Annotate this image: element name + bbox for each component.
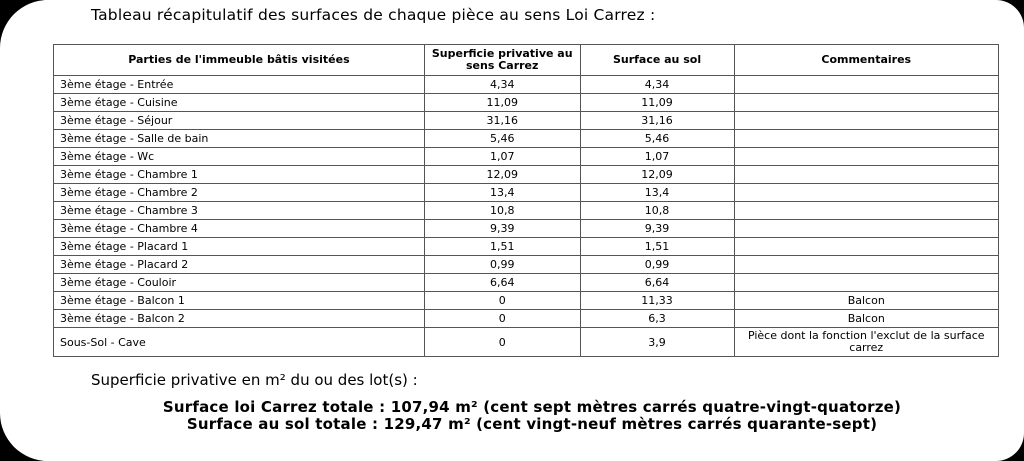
cell-carrez: 0 bbox=[424, 328, 580, 357]
cell-partie: 3ème étage - Balcon 1 bbox=[54, 292, 425, 310]
cell-surface-sol: 1,51 bbox=[580, 238, 734, 256]
cell-partie: 3ème étage - Wc bbox=[54, 148, 425, 166]
cell-commentaire bbox=[734, 220, 999, 238]
cell-carrez: 0,99 bbox=[424, 256, 580, 274]
cell-commentaire bbox=[734, 238, 999, 256]
cell-carrez: 31,16 bbox=[424, 112, 580, 130]
cell-surface-sol: 31,16 bbox=[580, 112, 734, 130]
cell-partie: 3ème étage - Balcon 2 bbox=[54, 310, 425, 328]
cell-surface-sol: 10,8 bbox=[580, 202, 734, 220]
superficie-subtitle: Superficie privative en m² du ou des lot(s) : bbox=[91, 371, 418, 389]
cell-partie: 3ème étage - Cuisine bbox=[54, 94, 425, 112]
table-row bbox=[54, 220, 999, 238]
cell-partie: 3ème étage - Chambre 3 bbox=[54, 202, 425, 220]
cell-partie: 3ème étage - Placard 1 bbox=[54, 238, 425, 256]
cell-commentaire bbox=[734, 148, 999, 166]
cell-carrez: 9,39 bbox=[424, 220, 580, 238]
cell-partie: 3ème étage - Chambre 1 bbox=[54, 166, 425, 184]
cell-carrez: 12,09 bbox=[424, 166, 580, 184]
cell-commentaire bbox=[734, 76, 999, 94]
cell-commentaire: Balcon bbox=[734, 310, 999, 328]
total-carrez: Surface loi Carrez totale : 107,94 m² (cent sept mètres carrés quatre-vingt-quatorze) bbox=[162, 398, 902, 416]
cell-surface-sol: 1,07 bbox=[580, 148, 734, 166]
cell-surface-sol: 6,3 bbox=[580, 310, 734, 328]
table-row bbox=[54, 94, 999, 112]
table-row bbox=[54, 274, 999, 292]
header-parties: Parties de l'immeuble bâtis visitées bbox=[54, 45, 425, 76]
cell-carrez: 11,09 bbox=[424, 94, 580, 112]
cell-surface-sol: 5,46 bbox=[580, 130, 734, 148]
table-row bbox=[54, 148, 999, 166]
cell-surface-sol: 9,39 bbox=[580, 220, 734, 238]
table-header-row bbox=[54, 45, 999, 76]
cell-surface-sol: 4,34 bbox=[580, 76, 734, 94]
cell-surface-sol: 0,99 bbox=[580, 256, 734, 274]
cell-partie: 3ème étage - Chambre 2 bbox=[54, 184, 425, 202]
cell-carrez: 0 bbox=[424, 310, 580, 328]
cell-commentaire bbox=[734, 166, 999, 184]
cell-partie: 3ème étage - Salle de bain bbox=[54, 130, 425, 148]
cell-surface-sol: 13,4 bbox=[580, 184, 734, 202]
cell-surface-sol: 11,09 bbox=[580, 94, 734, 112]
cell-carrez: 1,07 bbox=[424, 148, 580, 166]
cell-carrez: 6,64 bbox=[424, 274, 580, 292]
table-row bbox=[54, 130, 999, 148]
cell-commentaire: Pièce dont la fonction l'exclut de la surface carrez bbox=[734, 328, 999, 357]
cell-surface-sol: 6,64 bbox=[580, 274, 734, 292]
cell-carrez: 1,51 bbox=[424, 238, 580, 256]
header-commentaires: Commentaires bbox=[734, 45, 999, 76]
header-carrez: Superficie privative au sens Carrez bbox=[424, 45, 580, 76]
table-row bbox=[54, 112, 999, 130]
cell-carrez: 0 bbox=[424, 292, 580, 310]
table-row bbox=[54, 238, 999, 256]
cell-surface-sol: 12,09 bbox=[580, 166, 734, 184]
cell-commentaire bbox=[734, 130, 999, 148]
cell-carrez: 10,8 bbox=[424, 202, 580, 220]
cell-commentaire bbox=[734, 184, 999, 202]
cell-carrez: 13,4 bbox=[424, 184, 580, 202]
table-row bbox=[54, 76, 999, 94]
table-row bbox=[54, 184, 999, 202]
cell-carrez: 5,46 bbox=[424, 130, 580, 148]
table-row bbox=[54, 166, 999, 184]
cell-commentaire bbox=[734, 94, 999, 112]
cell-commentaire: Balcon bbox=[734, 292, 999, 310]
cell-partie: Sous-Sol - Cave bbox=[54, 328, 425, 357]
cell-partie: 3ème étage - Placard 2 bbox=[54, 256, 425, 274]
cell-partie: 3ème étage - Couloir bbox=[54, 274, 425, 292]
header-surface-sol: Surface au sol bbox=[580, 45, 734, 76]
cell-commentaire bbox=[734, 112, 999, 130]
table-row bbox=[54, 292, 999, 310]
table-row bbox=[54, 328, 999, 357]
cell-surface-sol: 3,9 bbox=[580, 328, 734, 357]
cell-surface-sol: 11,33 bbox=[580, 292, 734, 310]
cell-commentaire bbox=[734, 256, 999, 274]
cell-commentaire bbox=[734, 274, 999, 292]
table-row bbox=[54, 202, 999, 220]
cell-partie: 3ème étage - Séjour bbox=[54, 112, 425, 130]
table-row bbox=[54, 310, 999, 328]
cell-carrez: 4,34 bbox=[424, 76, 580, 94]
table-row bbox=[54, 256, 999, 274]
cell-commentaire bbox=[734, 202, 999, 220]
total-sol: Surface au sol totale : 129,47 m² (cent vingt-neuf mètres carrés quarante-sept) bbox=[186, 415, 878, 433]
table-heading: Tableau récapitulatif des surfaces de chaque pièce au sens Loi Carrez : bbox=[91, 6, 656, 24]
surfaces-table bbox=[53, 44, 999, 357]
cell-partie: 3ème étage - Chambre 4 bbox=[54, 220, 425, 238]
cell-partie: 3ème étage - Entrée bbox=[54, 76, 425, 94]
